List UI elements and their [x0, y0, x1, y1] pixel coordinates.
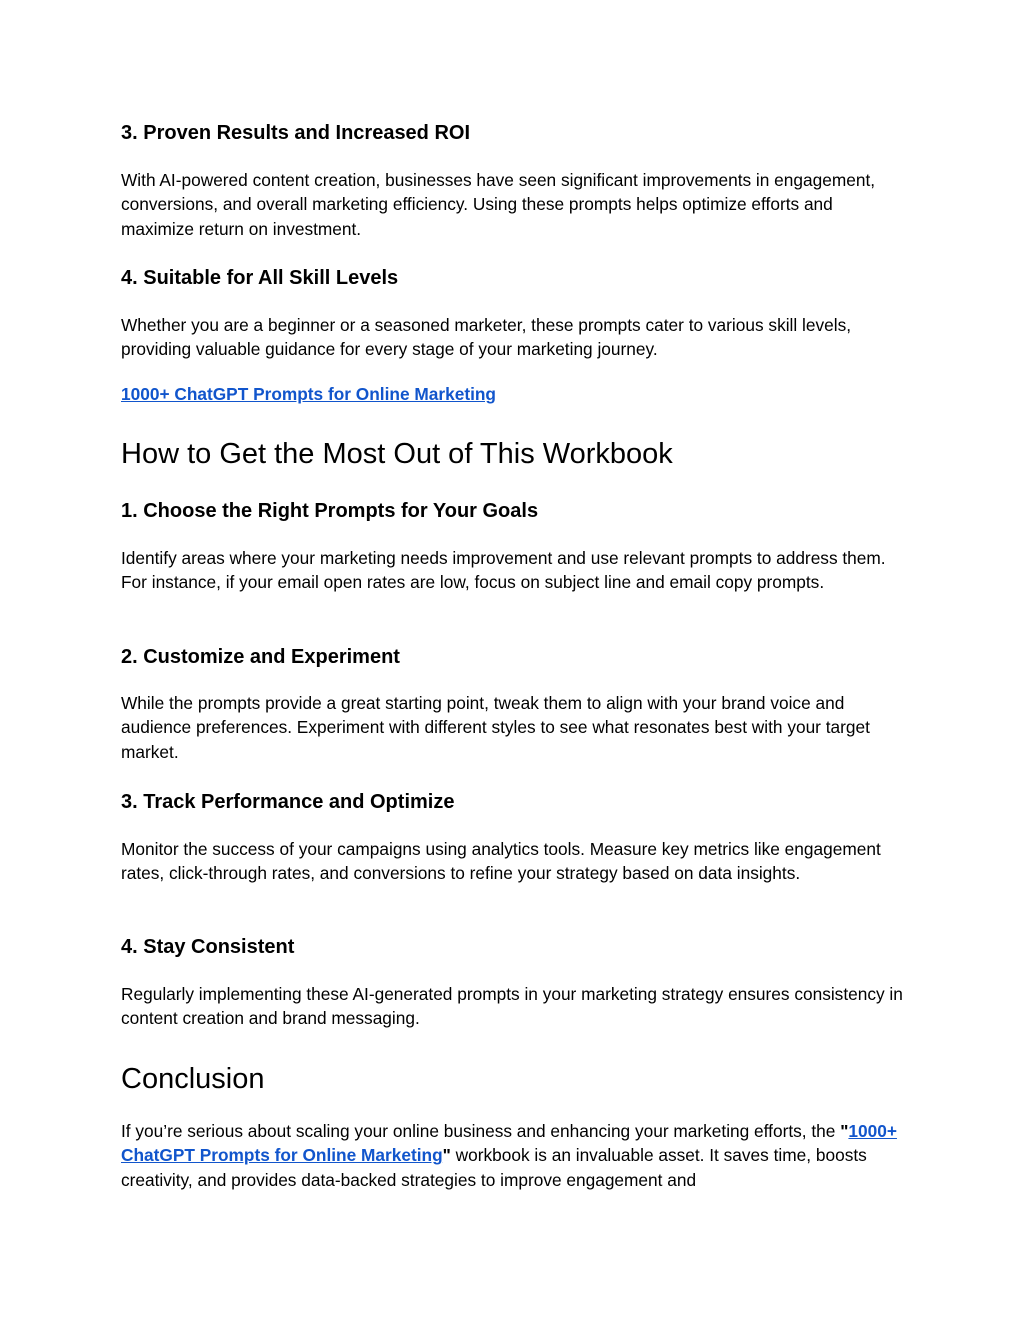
workbook-item-body-4: Regularly implementing these AI-generated prompts in your marketing strategy ensures consistency in content creation and brand messaging. — [121, 984, 903, 1029]
conclusion-body — [121, 1119, 906, 1192]
section-heading-skill-levels: 4. Suitable for All Skill Levels — [121, 267, 399, 289]
promo-link-container — [121, 382, 906, 406]
workbook-item-heading-4: 4. Stay Consistent — [121, 936, 295, 958]
workbook-item-heading-2: 2. Customize and Experiment — [121, 646, 400, 668]
conclusion-title: Conclusion — [121, 1063, 265, 1095]
workbook-item-body-1: Identify areas where your marketing needs improvement and use relevant prompts to address them. For instance, if your email open rates are low, focus on subject line and email copy prompts. — [121, 548, 886, 593]
quote-close: " — [442, 1145, 451, 1166]
promo-link[interactable]: 1000+ ChatGPT Prompts for Online Marketing — [121, 384, 496, 404]
workbook-item-heading-3: 3. Track Performance and Optimize — [121, 791, 455, 813]
workbook-item-heading-1: 1. Choose the Right Prompts for Your Goals — [121, 500, 539, 522]
section-body-skill-levels: Whether you are a beginner or a seasoned marketer, these prompts cater to various skill levels, providing valuable guidance for every stage of your marketing journey. — [121, 315, 852, 360]
workbook-item-body-2: While the prompts provide a great starting point, tweak them to align with your brand voice and audience preferences. Experiment with different styles to see what resonates best with your target market. — [121, 693, 870, 762]
section-heading-proven-results: 3. Proven Results and Increased ROI — [121, 122, 471, 144]
section-body-proven-results: With AI-powered content creation, businesses have seen significant improvements in engagement, conversions, and overall marketing efficiency. Using these prompts helps optimize efforts and maximize return on investment. — [121, 170, 876, 239]
workbook-title: How to Get the Most Out of This Workbook — [121, 438, 673, 470]
conclusion-text-after: workbook is an invaluable asset. It saves time, boosts creativity, and provides data-backed strategies to improve engagement and — [121, 1145, 867, 1190]
quote-open: " — [840, 1121, 849, 1141]
conclusion-text-before: If you’re serious about scaling your online business and enhancing your marketing efforts, the — [121, 1121, 841, 1141]
conclusion-link[interactable]: 1000+ ChatGPT Prompts for Online Marketing — [121, 1121, 897, 1166]
workbook-item-body-3: Monitor the success of your campaigns using analytics tools. Measure key metrics like engagement rates, click-through rates, and conversions to refine your strategy based on data insights. — [121, 839, 881, 884]
